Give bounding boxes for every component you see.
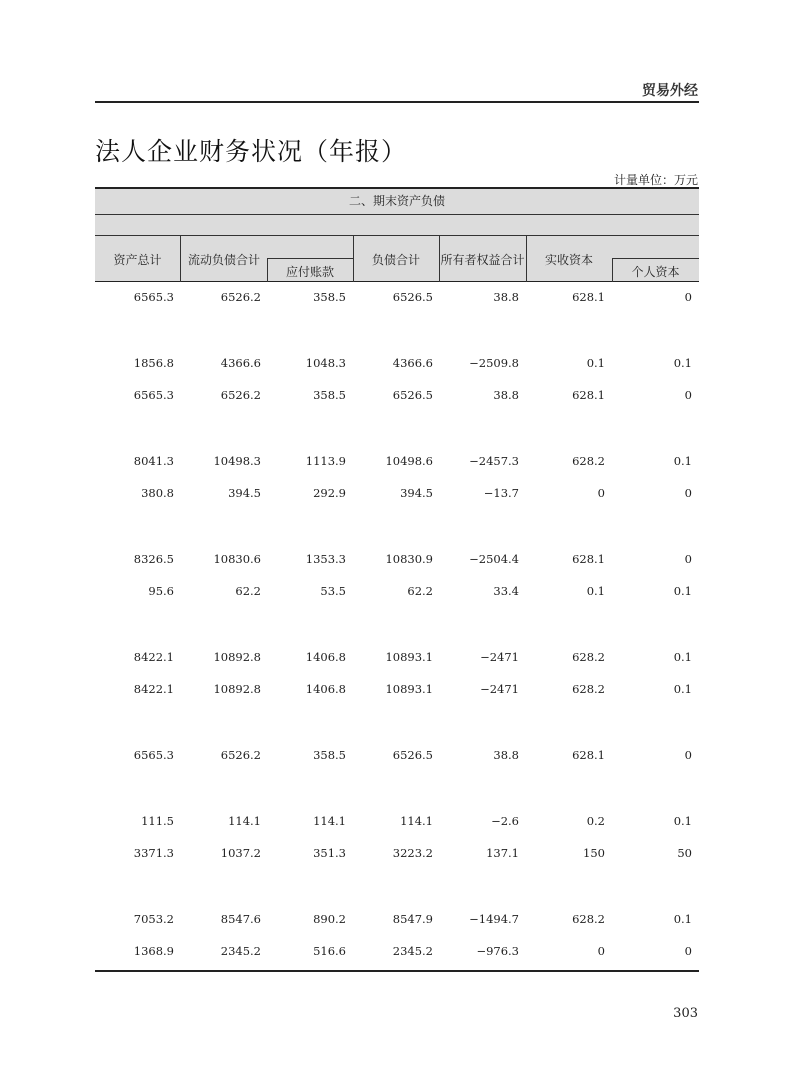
- unit-note: 计量单位：万元: [613, 173, 698, 187]
- cell-current-liabilities: 10498.3: [213, 454, 261, 468]
- cell-paid-in-capital: 628.1: [572, 552, 605, 566]
- col-personal-capital: 个人资本: [631, 265, 680, 279]
- cell-owner-equity: −2509.8: [469, 356, 519, 370]
- page-title: 法人企业财务状况（年报）: [95, 137, 408, 166]
- table-row: [95, 748, 699, 766]
- cell-total-assets: 7053.2: [133, 912, 174, 926]
- cell-personal-capital: 0: [684, 552, 692, 566]
- cell-total-assets: 3371.3: [133, 846, 174, 860]
- cell-personal-capital: 0.1: [673, 650, 692, 664]
- cell-total-liabilities: 6526.5: [392, 748, 433, 762]
- table-row: [95, 552, 699, 570]
- cell-accounts-payable: 1353.3: [305, 552, 346, 566]
- cell-total-assets: 8326.5: [133, 552, 174, 566]
- cell-personal-capital: 0: [684, 944, 692, 958]
- cell-owner-equity: −2457.3: [469, 454, 519, 468]
- cell-current-liabilities: 2345.2: [220, 944, 261, 958]
- table-row: [95, 584, 699, 602]
- table-row: [95, 814, 699, 832]
- cell-personal-capital: 0.1: [673, 454, 692, 468]
- band-title: 二、期末资产负债: [348, 194, 445, 208]
- table-body: [95, 282, 699, 972]
- cell-owner-equity: 38.8: [493, 388, 519, 402]
- cell-current-liabilities: 114.1: [228, 814, 261, 828]
- cell-total-liabilities: 8547.9: [392, 912, 433, 926]
- cell-total-liabilities: 6526.5: [392, 290, 433, 304]
- cell-total-assets: 111.5: [141, 814, 174, 828]
- cell-total-liabilities: 2345.2: [392, 944, 433, 958]
- table-row: [95, 388, 699, 406]
- col-total-liabilities: 负债合计: [371, 253, 420, 267]
- cell-total-liabilities: 10830.9: [385, 552, 433, 566]
- cell-current-liabilities: 10892.8: [213, 682, 261, 696]
- cell-personal-capital: 0.1: [673, 682, 692, 696]
- cell-personal-capital: 0.1: [673, 912, 692, 926]
- cell-total-assets: 95.6: [148, 584, 174, 598]
- cell-current-liabilities: 1037.2: [220, 846, 261, 860]
- cell-current-liabilities: 4366.6: [220, 356, 261, 370]
- cell-owner-equity: 33.4: [493, 584, 519, 598]
- cell-accounts-payable: 358.5: [313, 748, 346, 762]
- cell-total-assets: 8041.3: [133, 454, 174, 468]
- cell-paid-in-capital: 0.2: [586, 814, 605, 828]
- cell-paid-in-capital: 628.2: [572, 912, 605, 926]
- cell-total-assets: 6565.3: [133, 290, 174, 304]
- financial-table: [95, 187, 699, 972]
- cell-owner-equity: 38.8: [493, 290, 519, 304]
- cell-owner-equity: 137.1: [486, 846, 519, 860]
- col-total-assets: 资产总计: [113, 253, 162, 267]
- cell-paid-in-capital: 628.2: [572, 454, 605, 468]
- table-row: [95, 912, 699, 930]
- cell-total-assets: 1368.9: [133, 944, 174, 958]
- cell-total-assets: 6565.3: [133, 748, 174, 762]
- cell-paid-in-capital: 628.1: [572, 290, 605, 304]
- cell-paid-in-capital: 0.1: [586, 584, 605, 598]
- cell-accounts-payable: 516.6: [313, 944, 346, 958]
- top-rule: [95, 101, 699, 103]
- table-row: [95, 356, 699, 374]
- cell-personal-capital: 0: [684, 748, 692, 762]
- cell-personal-capital: 0.1: [673, 814, 692, 828]
- cell-current-liabilities: 10830.6: [213, 552, 261, 566]
- cell-accounts-payable: 53.5: [320, 584, 346, 598]
- cell-current-liabilities: 8547.6: [220, 912, 261, 926]
- cell-personal-capital: 0.1: [673, 356, 692, 370]
- section-label: 贸易外经: [642, 83, 698, 99]
- table-row: [95, 290, 699, 308]
- cell-personal-capital: 0: [684, 486, 692, 500]
- cell-paid-in-capital: 628.2: [572, 650, 605, 664]
- header-divider: [612, 258, 699, 259]
- cell-paid-in-capital: 628.1: [572, 748, 605, 762]
- cell-paid-in-capital: 0: [597, 486, 605, 500]
- cell-paid-in-capital: 0.1: [586, 356, 605, 370]
- cell-total-liabilities: 394.5: [400, 486, 433, 500]
- header-divider: [267, 258, 353, 259]
- cell-paid-in-capital: 150: [583, 846, 605, 860]
- cell-owner-equity: −2471: [480, 682, 519, 696]
- table-row: [95, 486, 699, 504]
- cell-current-liabilities: 62.2: [235, 584, 261, 598]
- cell-current-liabilities: 6526.2: [220, 388, 261, 402]
- col-accounts-payable: 应付账款: [285, 265, 334, 279]
- cell-total-liabilities: 114.1: [400, 814, 433, 828]
- cell-current-liabilities: 6526.2: [220, 290, 261, 304]
- cell-total-assets: 8422.1: [133, 650, 174, 664]
- cell-current-liabilities: 10892.8: [213, 650, 261, 664]
- cell-total-assets: 6565.3: [133, 388, 174, 402]
- cell-total-liabilities: 3223.2: [392, 846, 433, 860]
- cell-accounts-payable: 292.9: [313, 486, 346, 500]
- cell-owner-equity: −976.3: [476, 944, 519, 958]
- cell-accounts-payable: 351.3: [313, 846, 346, 860]
- cell-total-liabilities: 10893.1: [385, 650, 433, 664]
- cell-accounts-payable: 1113.9: [305, 454, 346, 468]
- cell-current-liabilities: 394.5: [228, 486, 261, 500]
- cell-total-liabilities: 10498.6: [385, 454, 433, 468]
- cell-accounts-payable: 1406.8: [305, 682, 346, 696]
- cell-accounts-payable: 1048.3: [305, 356, 346, 370]
- cell-current-liabilities: 6526.2: [220, 748, 261, 762]
- cell-personal-capital: 0: [684, 388, 692, 402]
- table-row: [95, 846, 699, 864]
- table-row: [95, 944, 699, 962]
- table-row: [95, 682, 699, 700]
- header-divider: [95, 235, 699, 236]
- page-number: 303: [673, 1006, 698, 1021]
- cell-owner-equity: −2471: [480, 650, 519, 664]
- cell-personal-capital: 50: [677, 846, 692, 860]
- cell-total-assets: 8422.1: [133, 682, 174, 696]
- cell-paid-in-capital: 0: [597, 944, 605, 958]
- cell-personal-capital: 0.1: [673, 584, 692, 598]
- cell-accounts-payable: 114.1: [313, 814, 346, 828]
- table-row: [95, 454, 699, 472]
- cell-total-liabilities: 6526.5: [392, 388, 433, 402]
- cell-owner-equity: −1494.7: [469, 912, 519, 926]
- cell-accounts-payable: 358.5: [313, 388, 346, 402]
- cell-owner-equity: −2504.4: [469, 552, 519, 566]
- cell-total-liabilities: 10893.1: [385, 682, 433, 696]
- cell-total-liabilities: 4366.6: [392, 356, 433, 370]
- cell-accounts-payable: 358.5: [313, 290, 346, 304]
- cell-personal-capital: 0: [684, 290, 692, 304]
- cell-owner-equity: 38.8: [493, 748, 519, 762]
- header-divider: [95, 214, 699, 215]
- cell-owner-equity: −13.7: [483, 486, 519, 500]
- cell-paid-in-capital: 628.1: [572, 388, 605, 402]
- col-paid-in-capital: 实收资本: [544, 253, 593, 267]
- table-header: [95, 187, 699, 282]
- cell-total-assets: 380.8: [141, 486, 174, 500]
- cell-paid-in-capital: 628.2: [572, 682, 605, 696]
- table-row: [95, 650, 699, 668]
- col-owner-equity: 所有者权益合计: [440, 253, 525, 267]
- col-current-liabilities: 流动负债合计: [187, 253, 260, 267]
- cell-accounts-payable: 890.2: [313, 912, 346, 926]
- cell-accounts-payable: 1406.8: [305, 650, 346, 664]
- cell-owner-equity: −2.6: [491, 814, 519, 828]
- cell-total-assets: 1856.8: [133, 356, 174, 370]
- cell-total-liabilities: 62.2: [407, 584, 433, 598]
